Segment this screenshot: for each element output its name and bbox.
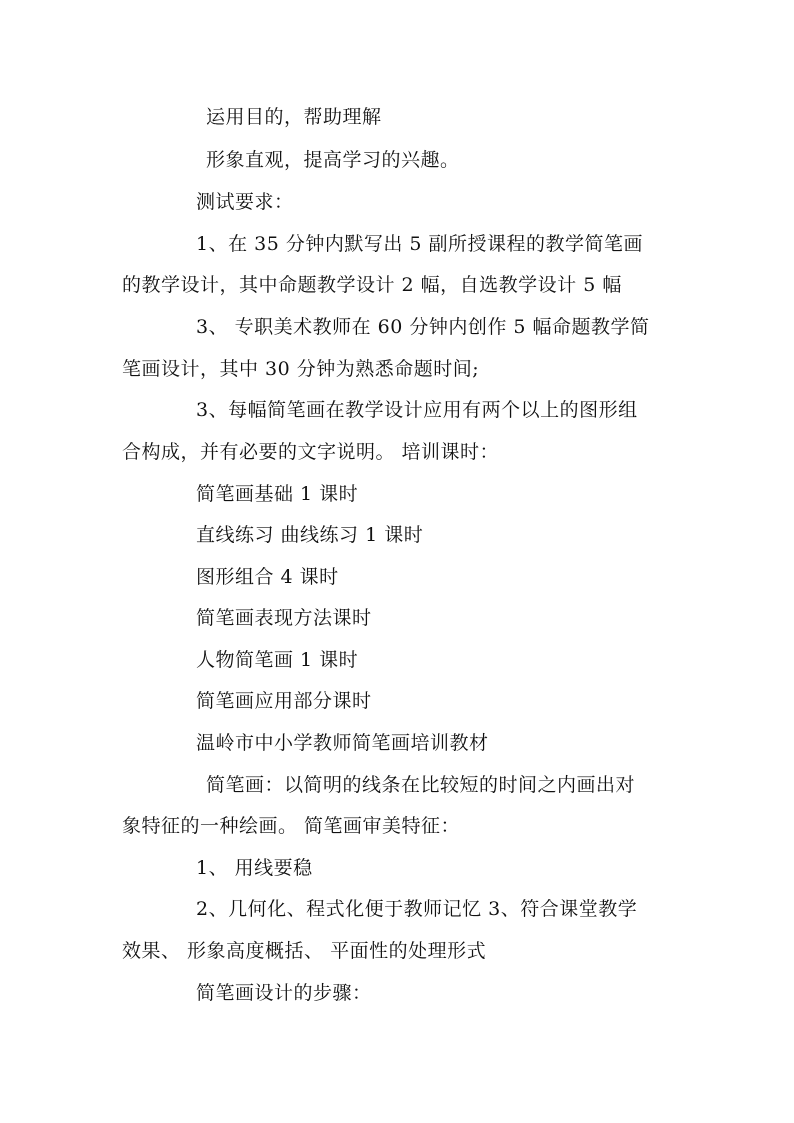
text-line: 温岭市中小学教师简笔画培训教材 bbox=[196, 732, 489, 754]
text-line: 简笔画基础 1 课时 bbox=[196, 483, 359, 505]
text-line: 3、每幅简笔画在教学设计应用有两个以上的图形组 bbox=[196, 399, 638, 421]
text-line: 象特征的一种绘画。 简笔画审美特征： bbox=[122, 815, 461, 837]
text-line: 测试要求： bbox=[196, 191, 294, 213]
text-line: 2、几何化、程式化便于教师记忆 3、符合课堂教学 bbox=[196, 898, 638, 920]
text-line: 简笔画表现方法课时 bbox=[196, 607, 372, 629]
text-line: 图形组合 4 课时 bbox=[196, 566, 339, 588]
text-line: 合构成，并有必要的文字说明。 培训课时： bbox=[122, 441, 500, 463]
text-line: 3、 专职美术教师在 60 分钟内创作 5 幅命题教学简 bbox=[196, 316, 650, 338]
text-line: 运用目的，帮助理解 bbox=[206, 106, 382, 128]
text-line: 简笔画：以简明的线条在比较短的时间之内画出对 bbox=[206, 774, 636, 796]
text-line: 笔画设计，其中 30 分钟为熟悉命题时间; bbox=[122, 358, 480, 380]
text-line: 简笔画应用部分课时 bbox=[196, 690, 372, 712]
text-line: 1、在 35 分钟内默写出 5 副所授课程的教学简笔画 bbox=[196, 233, 644, 255]
text-line: 形象直观，提高学习的兴趣。 bbox=[206, 149, 460, 171]
text-line: 效果、 形象高度概括、 平面性的处理形式 bbox=[122, 940, 487, 962]
text-line: 1、 用线要稳 bbox=[196, 857, 313, 879]
text-line: 简笔画设计的步骤： bbox=[196, 982, 372, 1004]
text-line: 的教学设计，其中命题教学设计 2 幅，自选教学设计 5 幅 bbox=[122, 274, 622, 296]
text-line: 直线练习 曲线练习 1 课时 bbox=[196, 524, 424, 546]
text-line: 人物简笔画 1 课时 bbox=[196, 649, 359, 671]
